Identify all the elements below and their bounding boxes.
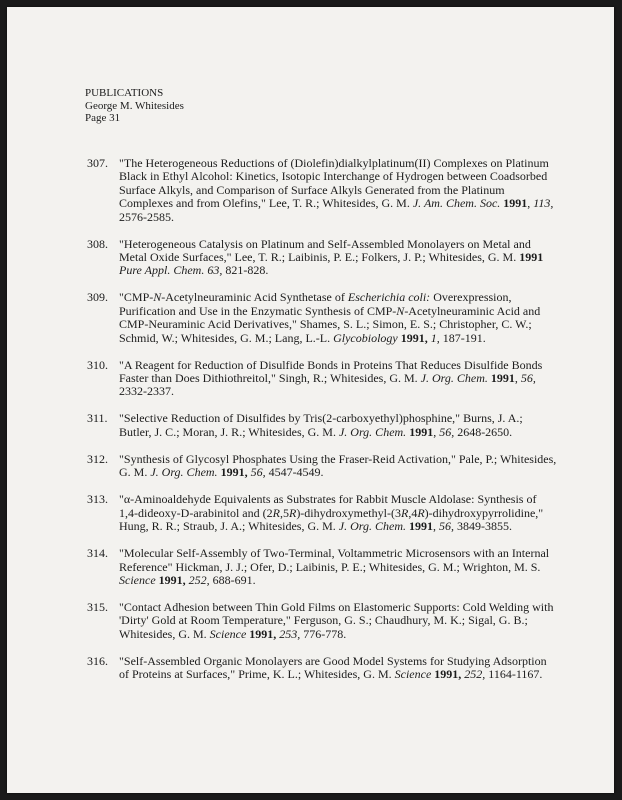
publication-entry xyxy=(87,157,557,224)
citation-fragment: Glycobiology xyxy=(333,330,398,345)
entry-citation xyxy=(119,453,557,480)
citation-fragment: -Acetylneuraminic Acid Synthetase of xyxy=(161,290,348,305)
entry-number: 310. xyxy=(87,357,108,372)
citation-fragment: 821-828. xyxy=(222,263,269,278)
entry-number: 314. xyxy=(87,546,108,561)
citation-fragment: J. Org. Chem. xyxy=(420,371,488,386)
entry-citation xyxy=(119,493,557,533)
entry-citation xyxy=(119,157,557,224)
entry-number: 309. xyxy=(87,290,108,305)
citation-fragment: ,4 xyxy=(408,505,418,520)
citation-fragment: 1991, xyxy=(220,465,248,480)
publication-entry xyxy=(87,291,557,345)
citation-fragment: 1991 xyxy=(503,196,528,211)
citation-fragment: Overexpression, Purification and Use in the Enzymatic Synthesis of CMP- xyxy=(119,290,512,318)
citation-fragment: R xyxy=(417,505,425,520)
citation-fragment: 1991 xyxy=(409,519,434,534)
publication-entry xyxy=(87,655,557,682)
citation-fragment: 1991 xyxy=(519,250,544,265)
citation-fragment: 1991, xyxy=(249,626,277,641)
entry-citation xyxy=(119,655,557,682)
citation-fragment: 2576-2585. xyxy=(119,209,174,224)
publication-list xyxy=(87,157,557,695)
publication-entry xyxy=(87,493,557,533)
citation-fragment: J. Am. Chem. Soc. xyxy=(412,196,501,211)
publication-entry xyxy=(87,412,557,439)
publication-entry xyxy=(87,547,557,587)
header-title: PUBLICATIONS xyxy=(85,87,164,99)
citation-fragment: , xyxy=(433,424,440,439)
citation-fragment: "CMP- xyxy=(119,290,154,305)
citation-fragment: , xyxy=(514,371,521,386)
entry-number: 313. xyxy=(87,492,108,507)
citation-fragment: Science xyxy=(394,667,432,682)
publication-entry xyxy=(87,238,557,278)
citation-fragment: 56, xyxy=(439,519,455,534)
citation-fragment: N xyxy=(153,290,162,305)
citation-fragment: 56, xyxy=(439,424,455,439)
citation-fragment: ,5 xyxy=(279,505,289,520)
publication-entry xyxy=(87,601,557,641)
citation-fragment: R xyxy=(272,505,280,520)
entry-citation xyxy=(119,238,557,278)
citation-fragment: 1991, xyxy=(158,572,186,587)
citation-fragment: )-dihydroxymethyl-(3 xyxy=(296,505,401,520)
citation-fragment: 56, xyxy=(520,371,536,386)
citation-fragment: "Contact Adhesion between Thin Gold Films on Elastomeric Supports: Cold Welding with 'Dirty' Gold at Room Temperature," Ferguson, G. S.; Chaudhury, M. K.; Sigal, G. B.; Whitesides, G. M. xyxy=(119,599,554,641)
citation-fragment: Science xyxy=(209,626,247,641)
entry-citation xyxy=(119,412,557,439)
entry-number: 315. xyxy=(87,599,108,614)
citation-fragment: 253, xyxy=(279,626,301,641)
entry-citation xyxy=(119,547,557,587)
citation-fragment: "The Heterogeneous Reductions of (Diolefin)dialkylplatinum(II) Complexes on Platinum Black in Ethyl Alcohol: Kinetics, Isotopic Interchange of Hydrogen between Coadsorbed Surface Alkyls, and Comparison of Surface Alkyls Generated from the Platinum Complexes and from Olefins," Lee, T. R.; Whitesides, G. M. xyxy=(119,156,549,211)
header-page-number: Page 31 xyxy=(85,112,121,124)
citation-fragment: "Heterogeneous Catalysis on Platinum and Self-Assembled Monolayers on Metal and Metal Oxide Surfaces," Lee, T. R.; Laibinis, P. E.; Folkers, J. P.; Whitesides, G. M. xyxy=(119,236,531,265)
citation-fragment: "α-Aminoaldehyde Equivalents as Substrates for Rabbit Muscle Aldolase: Synthesis of 1,4-dideoxy-D-arabinitol and (2 xyxy=(119,492,537,520)
citation-fragment: 776-778. xyxy=(300,626,347,641)
citation-fragment: 113, xyxy=(533,196,554,211)
citation-fragment: 2648-2650. xyxy=(454,424,513,439)
header-author: George M. Whitesides xyxy=(85,99,184,112)
citation-fragment: 1991, xyxy=(434,667,462,682)
citation-fragment: Pure Appl. Chem. 63, xyxy=(119,263,223,278)
citation-fragment: "Molecular Self-Assembly of Two-Terminal, Voltammetric Microsensors with an Internal Reference" Hickman, J. J.; Ofer, D.; Laibinis, P. E.; Whitesides, G. M.; Wrighton, M. S. xyxy=(119,546,550,574)
citation-fragment: 56, xyxy=(250,465,266,480)
citation-fragment: 3849-3855. xyxy=(454,519,513,534)
citation-fragment: , xyxy=(433,519,440,534)
citation-fragment: "Self-Assembled Organic Monolayers are Good Model Systems for Studying Adsorption of Proteins at Surfaces," Prime, K. L.; Whitesides, G. M. xyxy=(119,653,547,682)
citation-fragment: -Acetylneuraminic Acid and CMP-Neuraminic Acid Derivatives," Shames, S. L.; Simon, E. S.; Christopher, C. W.; Schmid, W.; Whitesides, G. M.; Lang, L.-L. xyxy=(119,303,541,345)
citation-fragment: J. Org. Chem. xyxy=(338,424,407,439)
citation-fragment: , xyxy=(527,196,534,211)
citation-fragment: "Selective Reduction of Disulfides by Tris(2-carboxyethyl)phosphine," Burns, J. A.; Butler, J. C.; Moran, J. R.; Whitesides, G. M. xyxy=(119,411,523,439)
citation-fragment: 252, xyxy=(464,667,486,682)
document-page xyxy=(7,7,614,793)
entry-citation xyxy=(119,359,557,399)
citation-fragment: J. Org. Chem. xyxy=(338,519,407,534)
publication-entry xyxy=(87,359,557,399)
citation-fragment: Escherichia coli: xyxy=(347,290,431,305)
citation-fragment: "A Reagent for Reduction of Disulfide Bonds in Proteins That Reduces Disulfide Bonds Faster than Does Dithiothreitol," Singh, R.; Whitesides, G. M. xyxy=(119,357,543,386)
entry-number: 316. xyxy=(87,653,108,668)
entry-number: 312. xyxy=(87,451,108,466)
citation-fragment: 187-191. xyxy=(439,330,486,345)
citation-fragment: Science xyxy=(119,572,156,587)
entry-number: 307. xyxy=(87,156,108,170)
citation-fragment: 252, xyxy=(188,572,210,587)
page-header xyxy=(85,87,184,125)
citation-fragment: R xyxy=(288,505,297,520)
entry-number: 311. xyxy=(87,411,108,426)
citation-fragment: 1991, xyxy=(400,330,428,345)
citation-fragment: 1164-1167. xyxy=(485,667,543,682)
citation-fragment: )-dihydroxypyrrolidine," Hung, R. R.; Straub, J. A.; Whitesides, G. M. xyxy=(119,505,544,534)
citation-fragment: 1991 xyxy=(490,371,515,386)
citation-fragment: 4547-4549. xyxy=(265,465,324,480)
citation-fragment: R xyxy=(400,505,409,520)
citation-fragment: N xyxy=(396,303,405,318)
citation-fragment: 2332-2337. xyxy=(119,384,174,399)
citation-fragment: 1, xyxy=(430,330,440,345)
citation-fragment: "Synthesis of Glycosyl Phosphates Using the Fraser-Reid Activation," Pale, P.; Whitesides, G. M. xyxy=(119,451,557,480)
entry-number: 308. xyxy=(87,236,108,251)
entry-citation xyxy=(119,291,557,345)
citation-fragment: J. Org. Chem. xyxy=(150,465,218,480)
entry-citation xyxy=(119,601,557,641)
publication-entry xyxy=(87,453,557,480)
citation-fragment: 688-691. xyxy=(209,572,256,587)
citation-fragment: 1991 xyxy=(409,424,434,439)
